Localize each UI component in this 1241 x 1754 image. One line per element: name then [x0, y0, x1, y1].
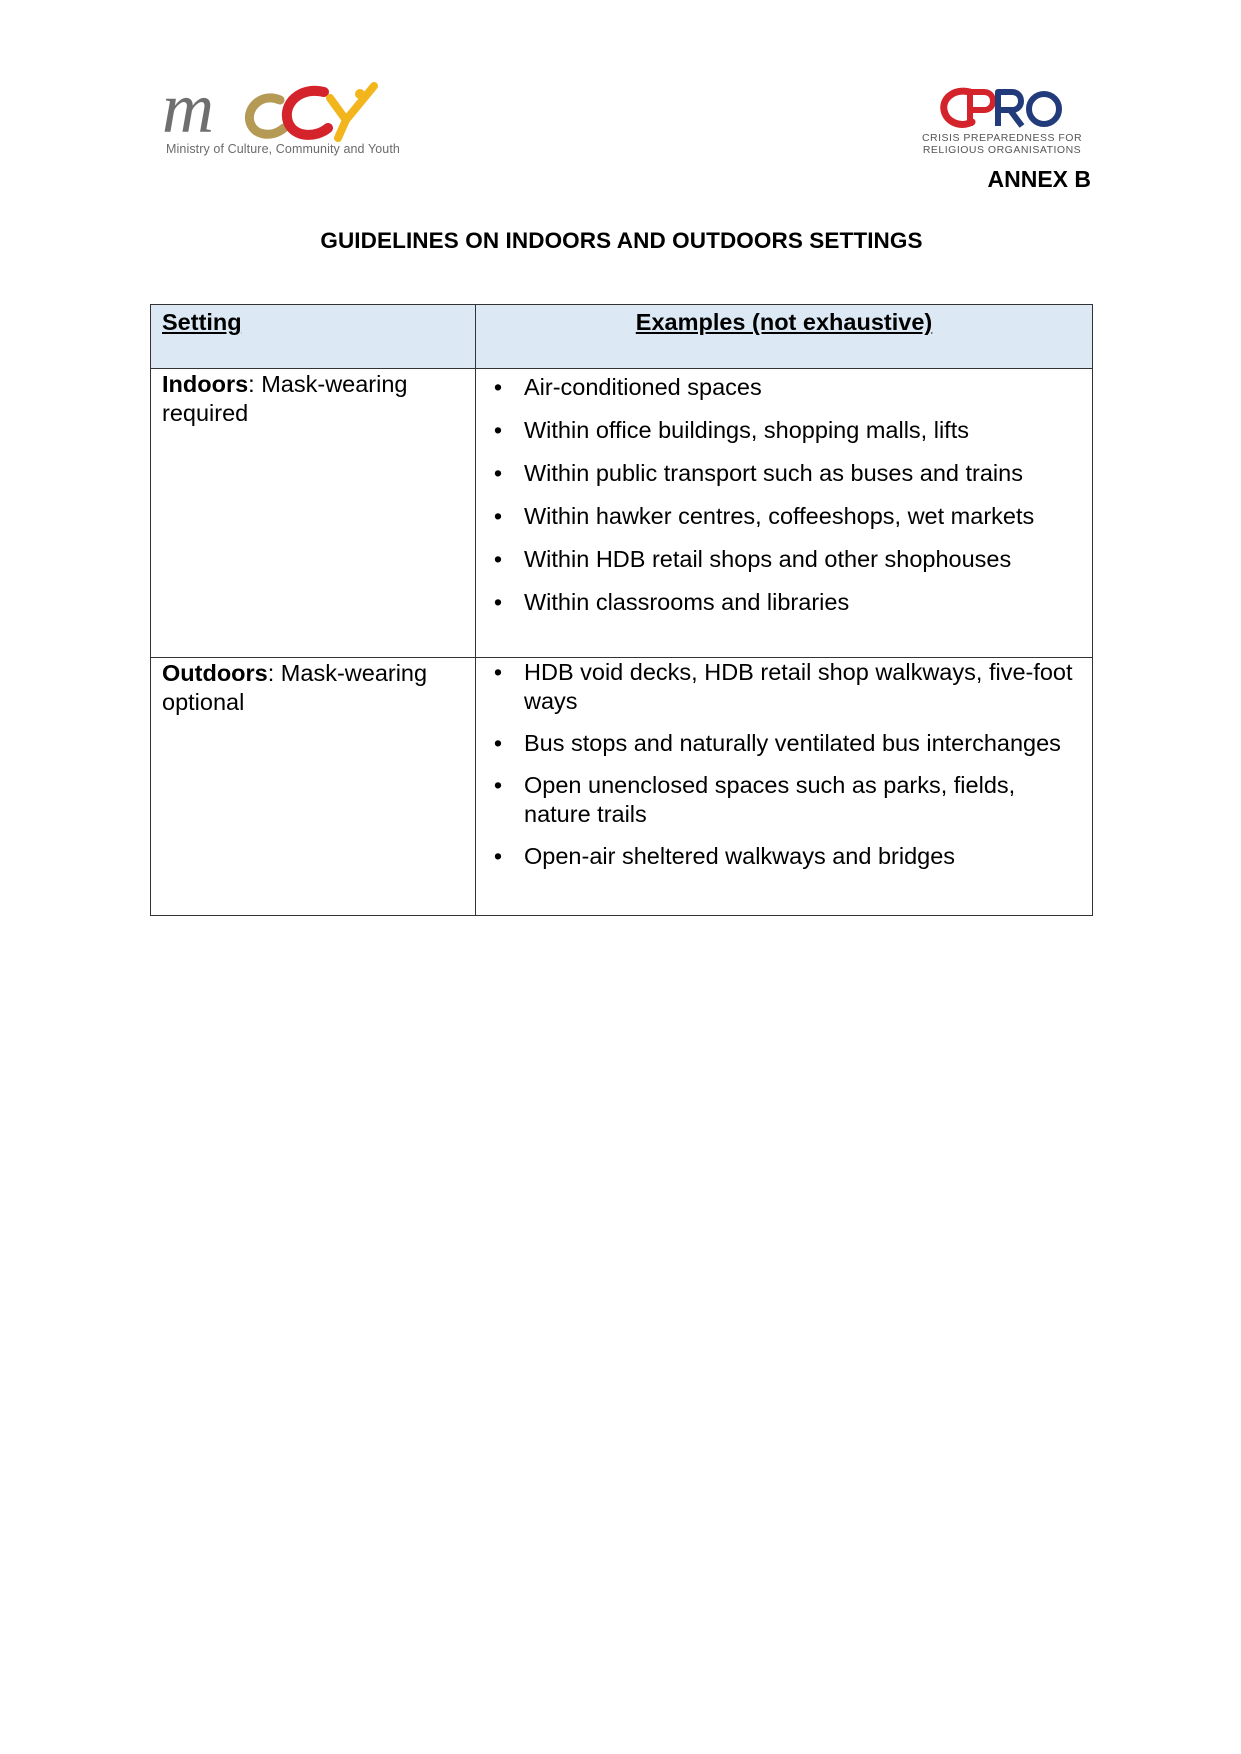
- bullet-icon: •: [493, 417, 503, 443]
- bullet-icon: •: [493, 730, 503, 756]
- page-title: GUIDELINES ON INDOORS AND OUTDOORS SETTINGS: [320, 228, 923, 253]
- list-item: [476, 502, 1082, 531]
- table-row: [151, 658, 1093, 916]
- cpro-subtitle-line1: CRISIS PREPAREDNESS FOR: [921, 132, 1083, 144]
- table-row: [151, 369, 1093, 658]
- setting-name: Indoors: [162, 371, 249, 397]
- guidelines-table: [150, 304, 1093, 916]
- header-setting: Setting: [151, 305, 476, 369]
- list-item-text: Open unenclosed spaces such as parks, fields, nature trails: [524, 772, 1016, 827]
- table-header-row: [151, 305, 1093, 369]
- cpro-logo: [912, 86, 1092, 158]
- list-item: [476, 416, 1082, 445]
- bullet-icon: •: [493, 460, 503, 486]
- list-item: [476, 842, 1082, 871]
- examples-list: [476, 658, 1092, 871]
- list-item: [476, 771, 1082, 829]
- setting-cell-outdoors: [151, 658, 476, 916]
- list-item: [476, 729, 1082, 758]
- list-item: [476, 459, 1082, 488]
- list-item-text: Bus stops and naturally ventilated bus interchanges: [524, 730, 1061, 756]
- list-item-text: HDB void decks, HDB retail shop walkways, five-foot ways: [524, 659, 1073, 714]
- list-item: [476, 373, 1082, 402]
- setting-requirement: : Mask-wearing optional: [162, 660, 428, 715]
- bullet-icon: •: [493, 659, 503, 685]
- list-item-text: Air-conditioned spaces: [524, 374, 762, 400]
- setting-requirement: : Mask-wearing required: [162, 371, 408, 426]
- list-item-text: Within office buildings, shopping malls, lifts: [524, 417, 969, 443]
- examples-list: [476, 369, 1092, 617]
- bullet-icon: •: [493, 546, 503, 572]
- list-item-text: Within hawker centres, coffeeshops, wet markets: [524, 503, 1035, 529]
- examples-cell-indoors: [476, 369, 1093, 658]
- list-item: [476, 545, 1082, 574]
- bullet-icon: •: [493, 374, 503, 400]
- mccy-tagline: Ministry of Culture, Community and Youth: [166, 142, 400, 156]
- list-item: [476, 658, 1082, 716]
- cpro-logo-mark: [940, 86, 1064, 130]
- list-item-text: Within public transport such as buses and trains: [524, 460, 1023, 486]
- header-examples: Examples (not exhaustive): [476, 305, 1093, 369]
- bullet-icon: •: [493, 843, 503, 869]
- svg-text:m: m: [162, 78, 211, 148]
- list-item-text: Within classrooms and libraries: [524, 589, 850, 615]
- examples-cell-outdoors: [476, 658, 1093, 916]
- bullet-icon: •: [493, 503, 503, 529]
- setting-name: Outdoors: [162, 660, 268, 686]
- bullet-icon: •: [493, 772, 503, 798]
- list-item-text: Within HDB retail shops and other shophouses: [524, 546, 1012, 572]
- bullet-icon: •: [493, 589, 503, 615]
- list-item: [476, 588, 1082, 617]
- mccy-logo: [162, 78, 422, 160]
- setting-cell-indoors: [151, 369, 476, 658]
- annex-label: ANNEX B: [987, 166, 1091, 192]
- cpro-subtitle-line2: RELIGIOUS ORGANISATIONS: [922, 144, 1082, 156]
- mccy-logo-mark: [162, 78, 402, 148]
- list-item-text: Open-air sheltered walkways and bridges: [524, 843, 956, 869]
